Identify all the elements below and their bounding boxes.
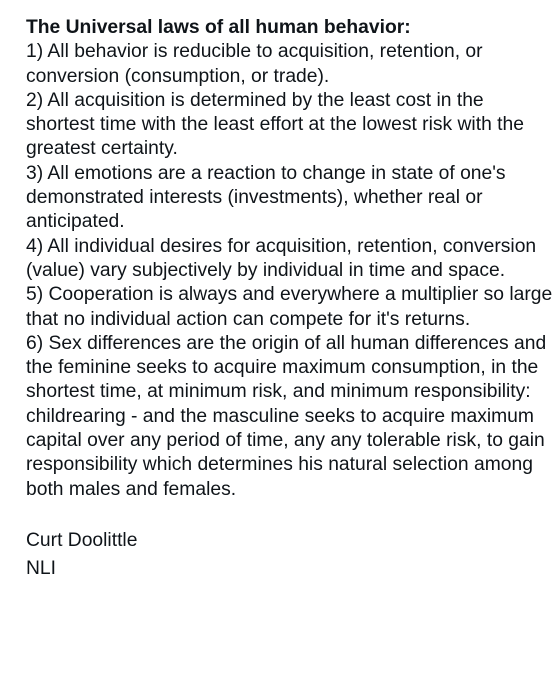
law-5: 5) Cooperation is always and everywhere a multiplier so large that no individual action can compete for it's returns. bbox=[26, 284, 553, 330]
signature-name: Curt Doolittle bbox=[26, 530, 138, 552]
law-3: 3) All emotions are a reaction to change in state of one's demonstrated interests (investments), whether real or anticipated. bbox=[26, 162, 506, 233]
law-2: 2) All acquisition is determined by the least cost in the shortest time with the least effort at the lowest risk with the greatest certainty. bbox=[26, 89, 524, 160]
signature-spacer bbox=[26, 502, 556, 526]
post-body bbox=[26, 16, 556, 581]
law-6: 6) Sex differences are the origin of all human differences and the feminine seeks to acquire maximum consumption, in the shortest time, at minimum risk, and minimum responsibility: childrearing - and the masculine seeks to acquire maximum capital over any period of time, any any tolerable risk, to gain responsibility which determines his natural selection among both males and females. bbox=[26, 332, 547, 500]
post-title: The Universal laws of all human behavior: bbox=[26, 17, 411, 38]
signature-org: NLI bbox=[26, 557, 57, 579]
law-1: 1) All behavior is reducible to acquisition, retention, or conversion (consumption, or trade). bbox=[26, 41, 483, 87]
law-4: 4) All individual desires for acquisition, retention, conversion (value) vary subjectively by individual in time and space. bbox=[26, 235, 537, 281]
